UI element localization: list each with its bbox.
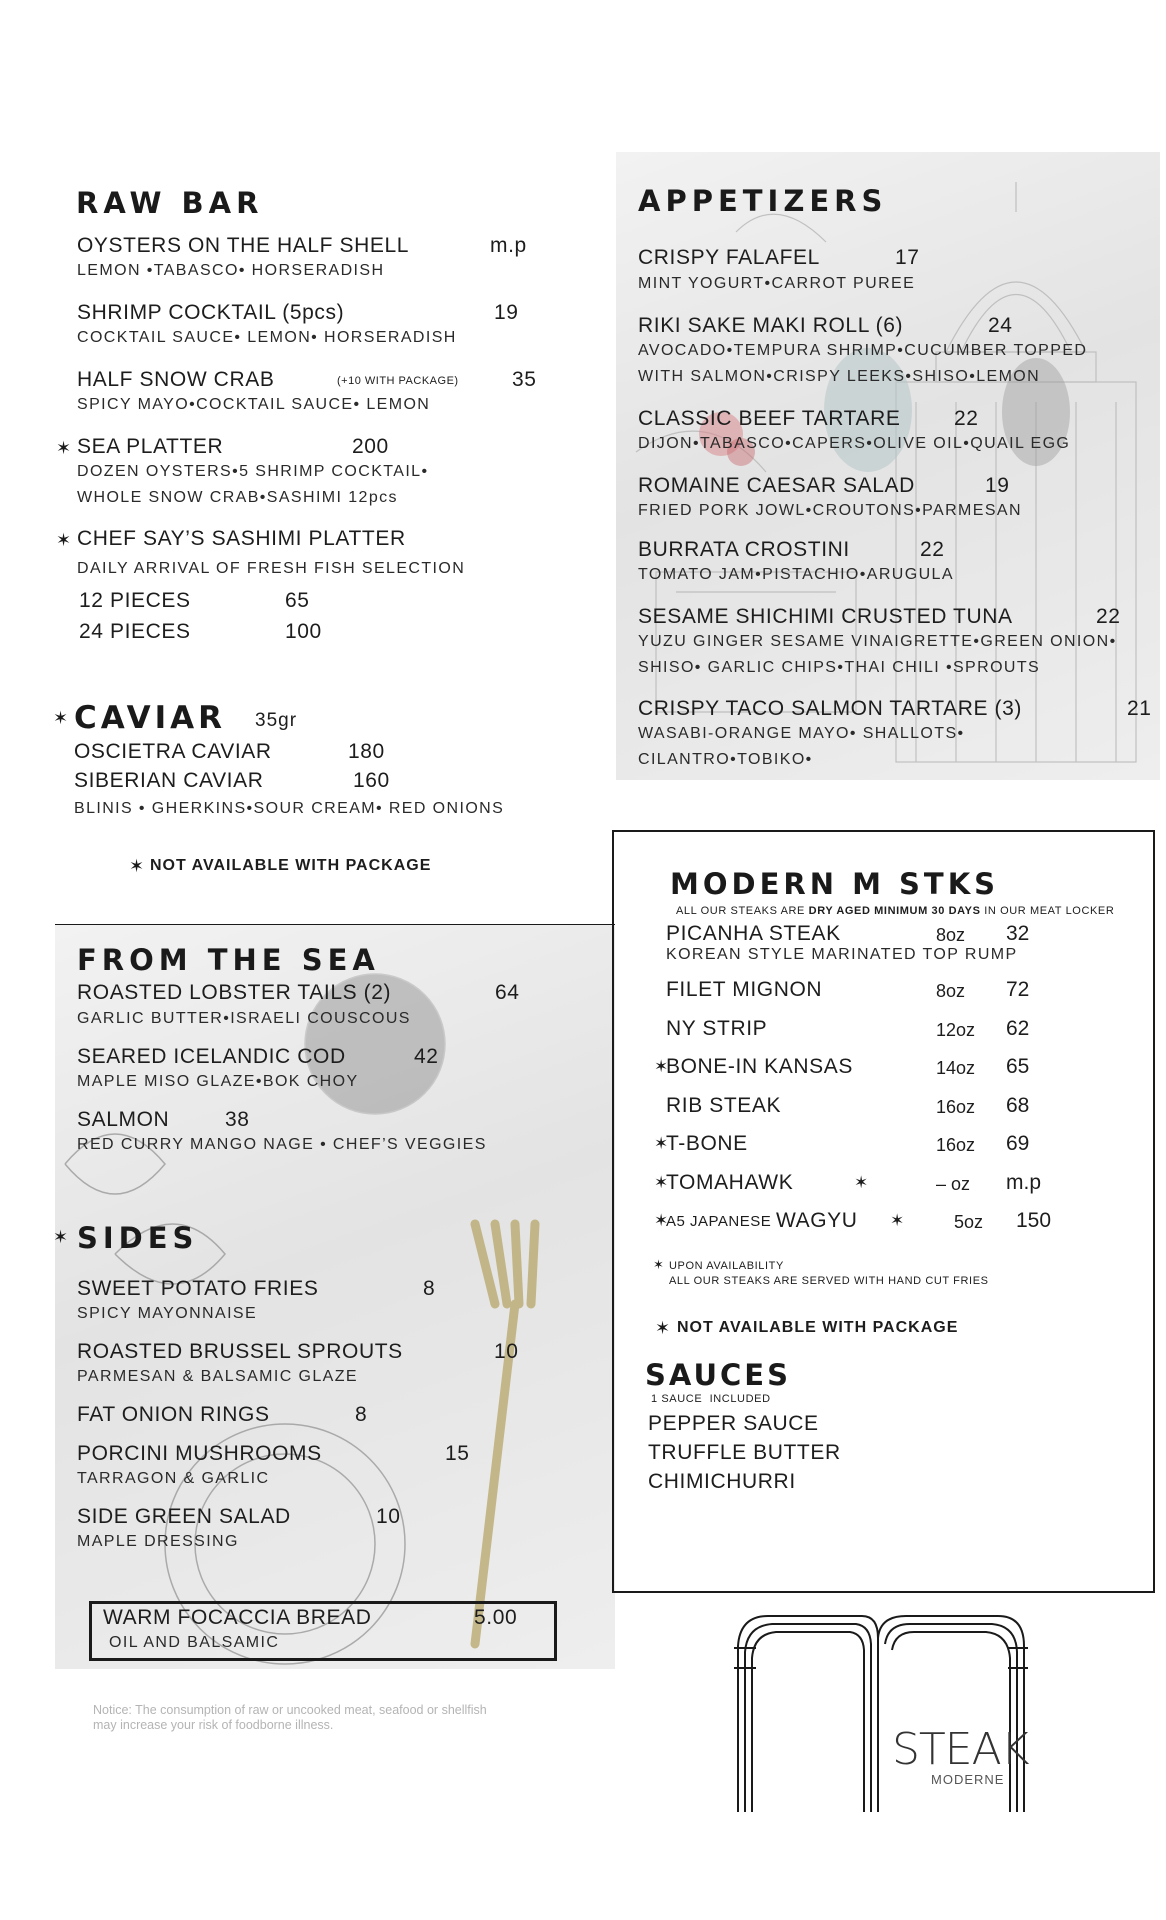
steak-row [656,1055,1076,1085]
sea-item-desc: RED CURRY MANGO NAGE • CHEF’S VEGGIES [77,1136,487,1153]
side-item-name: PORCINI MUSHROOMS [77,1442,322,1465]
side-item-name: FAT ONION RINGS [77,1403,270,1426]
appetizer-price: 24 [988,314,1013,337]
sauces-subtitle: 1 SAUCE INCLUDED [651,1393,771,1405]
steak-price: 32 [1006,922,1030,945]
star-icon: ✶ [56,530,72,550]
star-icon: ✶ [129,856,145,876]
appetizer-desc: SHISO• GARLIC CHIPS•THAI CHILI •SPROUTS [638,659,1041,676]
raw-bar-item-name: HALF SNOW CRAB [77,368,275,391]
side-item-desc: SPICY MAYONNAISE [77,1305,258,1322]
side-item-name: SWEET POTATO FRIES [77,1277,319,1300]
steak-weight: – oz [936,1174,971,1194]
star-icon: ✶ [854,1173,869,1192]
steak-name: TOMAHAWK [666,1171,794,1194]
sashimi-option-price: 100 [285,620,322,643]
caviar-package-notice: NOT AVAILABLE WITH PACKAGE [150,857,432,874]
logo-m-drawing [728,1608,1038,1820]
steak-row [656,1017,1076,1047]
steak-price: m.p [1006,1171,1042,1194]
raw-bar-item-note: (+10 WITH PACKAGE) [337,375,459,387]
appetizer-name: BURRATA CROSTINI [638,538,850,561]
side-item-desc: MAPLE DRESSING [77,1533,239,1550]
star-icon: ✶ [655,1318,671,1338]
sea-item-name: SEARED ICELANDIC COD [77,1045,346,1068]
steaks-package-notice: NOT AVAILABLE WITH PACKAGE [677,1319,959,1336]
steaks-footnote: ALL OUR STEAKS ARE SERVED WITH HAND CUT FRIES [669,1275,989,1287]
raw-bar-item-name: SHRIMP COCKTAIL (5pcs) [77,301,345,324]
steaks-subtitle-post: IN OUR MEAT LOCKER [984,905,1115,917]
appetizer-desc: WASABI-ORANGE MAYO• SHALLOTS• [638,725,965,742]
star-icon: ✶ [53,708,69,728]
steak-name: PICANHA STEAK [666,922,841,945]
caviar-title: CAVIAR [74,700,227,736]
side-item-price: 8 [423,1277,436,1300]
appetizer-desc: AVOCADO•TEMPURA SHRIMP•CUCUMBER TOPPED [638,342,1088,359]
side-item-price: 10 [376,1505,401,1528]
star-icon: ✶ [654,1211,669,1230]
appetizer-name: RIKI SAKE MAKI ROLL (6) [638,314,904,337]
raw-bar-title: RAW BAR [76,186,264,220]
star-icon: ✶ [890,1211,905,1230]
appetizer-price: 22 [954,407,979,430]
raw-bar-item-desc: DAILY ARRIVAL OF FRESH FISH SELECTION [77,560,466,577]
raw-bar-item-desc: DOZEN OYSTERS•5 SHRIMP COCKTAIL• [77,463,429,480]
steak-name: T-BONE [666,1132,748,1155]
bread-desc: OIL AND BALSAMIC [109,1634,280,1651]
steaks-title: MODERN M STKS [670,867,1000,901]
sashimi-option-label: 12 PIECES [79,589,191,612]
appetizer-name: SESAME SHICHIMI CRUSTED TUNA [638,605,1013,628]
sauce-item: CHIMICHURRI [648,1470,796,1493]
caviar-item-name: OSCIETRA CAVIAR [74,740,272,763]
steak-name: FILET MIGNON [666,978,823,1001]
steaks-subtitle [676,905,1114,917]
steak-desc: KOREAN STYLE MARINATED TOP RUMP [666,946,1018,963]
sea-item-name: SALMON [77,1108,170,1131]
steaks-subtitle-pre: ALL OUR STEAKS ARE [676,905,805,917]
caviar-item-price: 180 [348,740,385,763]
appetizer-name: ROMAINE CAESAR SALAD [638,474,915,497]
steak-name-prefix: A5 JAPANESE [666,1213,772,1230]
steak-price: 69 [1006,1132,1030,1155]
side-item-price: 15 [445,1442,470,1465]
side-item-name: ROASTED BRUSSEL SPROUTS [77,1340,403,1363]
appetizer-desc: MINT YOGURT•CARROT PUREE [638,275,916,292]
raw-bar-item-desc: WHOLE SNOW CRAB•SASHIMI 12pcs [77,489,398,506]
raw-bar-item-desc: LEMON •TABASCO• HORSERADISH [77,262,385,279]
side-item-price: 10 [494,1340,519,1363]
steak-price: 65 [1006,1055,1030,1078]
steak-row [656,1094,1076,1124]
appetizer-desc: YUZU GINGER SESAME VINAIGRETTE•GREEN ONION• [638,633,1117,650]
sea-item-desc: GARLIC BUTTER•ISRAELI COUSCOUS [77,1010,411,1027]
steak-weight: 16oz [936,1097,976,1117]
sea-item-desc: MAPLE MISO GLAZE•BOK CHOY [77,1073,359,1090]
logo-word: STEAK [892,1724,1029,1775]
steak-weight: 8oz [936,981,966,1001]
star-icon: ✶ [654,1134,669,1153]
health-notice: may increase your risk of foodborne illness. [93,1718,334,1732]
caviar-item-price: 160 [353,769,390,792]
steak-name: RIB STEAK [666,1094,782,1117]
raw-bar-item-price: 200 [352,435,389,458]
appetizer-desc: DIJON•TABASCO•CAPERS•OLIVE OIL•QUAIL EGG [638,435,1071,452]
steak-moderne-logo [728,1608,1038,1820]
star-icon: ✶ [653,1257,664,1272]
caviar-desc: BLINIS • GHERKINS•SOUR CREAM• RED ONIONS [74,800,505,817]
steaks-subtitle-bold: DRY AGED MINIMUM 30 DAYS [808,905,981,917]
caviar-item-name: SIBERIAN CAVIAR [74,769,264,792]
steak-price: 150 [1016,1209,1052,1232]
sashimi-option-label: 24 PIECES [79,620,191,643]
sauces-title: SAUCES [645,1358,791,1392]
appetizers-title: APPETIZERS [638,184,888,218]
appetizer-desc: CILANTRO•TOBIKO• [638,751,813,768]
appetizer-name: CLASSIC BEEF TARTARE [638,407,901,430]
raw-bar-item-desc: SPICY MAYO•COCKTAIL SAUCE• LEMON [77,396,431,413]
steak-price: 68 [1006,1094,1030,1117]
appetizer-desc: TOMATO JAM•PISTACHIO•ARUGULA [638,566,954,583]
appetizer-price: 17 [895,246,920,269]
sauce-item: PEPPER SAUCE [648,1412,819,1435]
appetizer-price: 22 [920,538,945,561]
steak-row [656,978,1076,1008]
sides-title: SIDES [77,1221,199,1255]
raw-bar-item-price: 35 [512,368,537,391]
steak-weight: 5oz [954,1212,984,1232]
appetizer-desc: WITH SALMON•CRISPY LEEKS•SHISO•LEMON [638,368,1041,385]
logo-subword: MODERNE [931,1772,1005,1787]
sea-item-price: 38 [225,1108,250,1131]
sea-item-name: ROASTED LOBSTER TAILS (2) [77,981,392,1004]
star-icon: ✶ [654,1057,669,1076]
appetizer-price: 21 [1127,697,1152,720]
raw-bar-item-name: CHEF SAY’S SASHIMI PLATTER [77,527,406,550]
from-the-sea-title: FROM THE SEA [77,943,380,977]
appetizer-name: CRISPY FALAFEL [638,246,820,269]
steak-weight: 8oz [936,925,966,945]
side-item-desc: TARRAGON & GARLIC [77,1470,270,1487]
raw-bar-item-price: m.p [490,234,527,257]
caviar-size: 35gr [255,710,298,731]
steak-weight: 16oz [936,1135,976,1155]
steak-row [656,1132,1076,1162]
steak-row [656,1209,1076,1239]
appetizer-name: CRISPY TACO SALMON TARTARE (3) [638,697,1023,720]
appetizer-price: 22 [1096,605,1121,628]
steak-weight: 12oz [936,1020,976,1040]
star-icon: ✶ [56,438,72,458]
star-icon: ✶ [53,1227,69,1247]
raw-bar-item-name: OYSTERS ON THE HALF SHELL [77,234,410,257]
raw-bar-item-desc: COCKTAIL SAUCE• LEMON• HORSERADISH [77,329,457,346]
steak-weight: 14oz [936,1058,976,1078]
steak-name: NY STRIP [666,1017,768,1040]
sea-item-price: 42 [414,1045,439,1068]
steak-price: 72 [1006,978,1030,1001]
side-item-name: SIDE GREEN SALAD [77,1505,291,1528]
steak-name: BONE-IN KANSAS [666,1055,853,1078]
sea-item-price: 64 [495,981,520,1004]
steak-price: 62 [1006,1017,1030,1040]
appetizer-desc: FRIED PORK JOWL•CROUTONS•PARMESAN [638,502,1022,519]
appetizer-price: 19 [985,474,1010,497]
star-icon: ✶ [654,1173,669,1192]
sashimi-option-price: 65 [285,589,310,612]
sauce-item: TRUFFLE BUTTER [648,1441,841,1464]
side-item-price: 8 [355,1403,368,1426]
health-notice: Notice: The consumption of raw or uncooked meat, seafood or shellfish [93,1703,487,1717]
steak-name: WAGYU [776,1209,858,1232]
raw-bar-item-price: 19 [494,301,519,324]
steaks-footnote: UPON AVAILABILITY [669,1260,784,1272]
bread-price: 5.00 [474,1606,518,1629]
raw-bar-item-name: SEA PLATTER [77,435,224,458]
steak-row [656,1171,1076,1201]
bread-name: WARM FOCACCIA BREAD [103,1606,372,1629]
side-item-desc: PARMESAN & BALSAMIC GLAZE [77,1368,358,1385]
